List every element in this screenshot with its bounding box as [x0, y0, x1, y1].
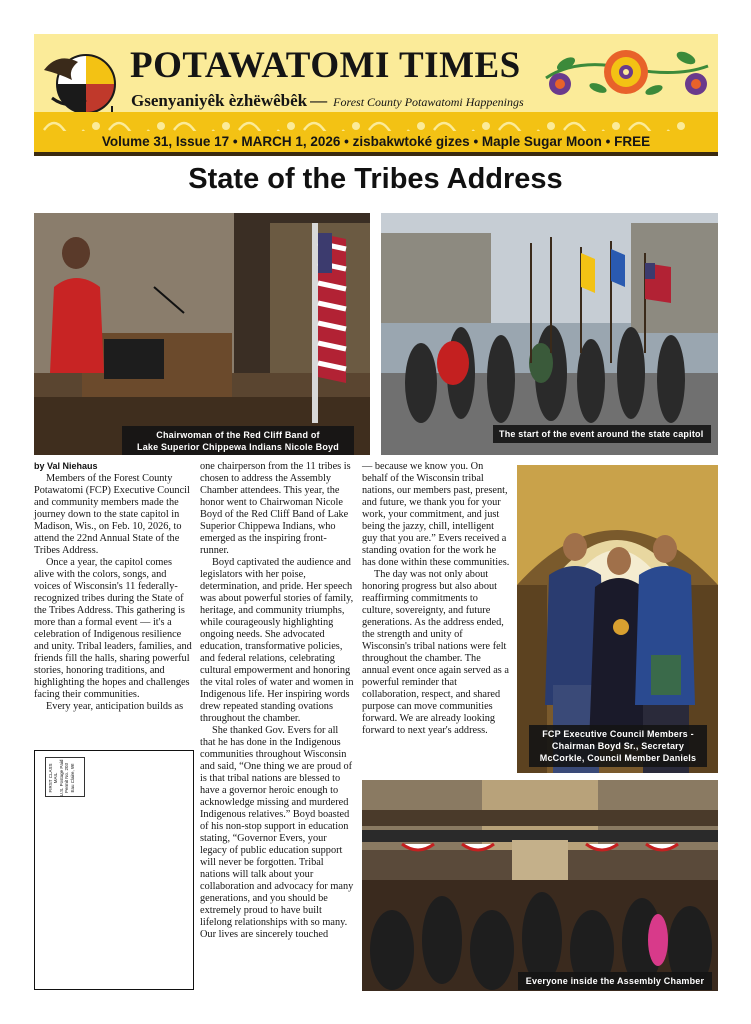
- subtitle-dash: —: [310, 91, 328, 110]
- col1-paragraph-1: Members of the Forest County Potawatomi (FCP) Executive Council and community members made the journey down to the state capitol in Madison, Wis., on Feb. 10, 2026, to attend the 22nd Annual State of the Tribes Address.: [34, 473, 190, 556]
- article-column-1: [34, 473, 194, 713]
- photo1-caption-line2: Lake Superior Chippewa Indians Nicole Boyd: [137, 442, 339, 452]
- issue-info-bar: Volume 31, Issue 17 • MARCH 1, 2026 • zisbakwtoké gizes • Maple Sugar Moon • FREE: [34, 131, 718, 152]
- article-column-2: [200, 461, 355, 941]
- photo2-caption: The start of the event around the state capitol: [493, 425, 711, 443]
- photo-assembly-chamber: [362, 780, 718, 991]
- photo4-caption: Everyone inside the Assembly Chamber: [518, 972, 712, 990]
- col2-paragraph-2: Boyd captivated the audience and legislators with her poise, determination, and pride. Her speech was about powerful stories of family, heritage, and community triumphs, while courageously highlighting ongoing needs. She advocated education, transformative policies, and federal relations, celebrating cultural empowerment and honoring the vital roles of water and women in Indigenous life. Her inspiring words drew repeated standing ovations throughout the chamber.: [200, 557, 354, 724]
- masthead-divider: [34, 152, 718, 156]
- masthead-subtitle: [131, 91, 524, 111]
- postage-indicia: [45, 757, 85, 797]
- article-column-3: [362, 461, 510, 737]
- postage-line-4: Eau Claire, WI: [69, 763, 75, 793]
- photo-chairwoman-speaking: [34, 213, 370, 455]
- postage-line-3: Permit No. 203: [64, 763, 70, 794]
- photo3-caption-line1: FCP Executive Council Members -: [542, 729, 694, 739]
- subtitle-native: Gsenyaniyêk èzhëwêbêk: [131, 91, 308, 110]
- woodland-floral-beadwork-icon: [536, 38, 716, 110]
- article-byline: by Val Niehaus: [34, 461, 98, 471]
- photo3-caption: [529, 725, 707, 767]
- masthead: [34, 34, 718, 156]
- photo-capitol-gathering: [381, 213, 718, 455]
- photo3-caption-line2: Chairman Boyd Sr., Secretary: [551, 741, 685, 751]
- article-headline: State of the Tribes Address: [188, 163, 563, 195]
- chairwoman-at-podium-image: [34, 213, 370, 455]
- assembly-chamber-crowd-image: [362, 780, 718, 991]
- subtitle-tagline: Forest County Potawatomi Happenings: [333, 95, 524, 109]
- postage-line-1: FIRST CLASS MAIL: [48, 763, 59, 793]
- newspaper-title: POTAWATOMI TIMES: [130, 45, 521, 86]
- photo1-caption-line1: Chairwoman of the Red Cliff Band of: [156, 430, 320, 440]
- photo3-caption-line3: McCorkle, Council Member Daniels: [539, 753, 697, 763]
- col2-paragraph-3: She thanked Gov. Evers for all that he has done in the Indigenous communities throughout Wisconsin and said, “One thing we are proud of is that tribal nations are blessed to have a governor heroic enough to acknowledge missing and murdered Indigenous relatives.” Boyd boasted of his non-stop support in education stating, “Governor Evers, your legacy of public education support will never be forgotten. Tribal nations will talk about your collaboration and advocacy for many generations, and you should be extremely proud to have built lifelong relationships with so many. Our lives are sincerely touched: [200, 725, 354, 940]
- col3-paragraph-2: The day was not only about honoring progress but also about reaffirming commitments to culture, sovereignty, and future generations. As the address ended, the strength and unity of Wisconsin's tribal nations were felt throughout the chamber. The annual event once again served as a powerful reminder that collaboration, respect, and shared purpose can move communities forward. We are already looking forward to next year's address.: [362, 569, 509, 736]
- photo1-caption: [122, 426, 354, 455]
- col1-paragraph-3: Every year, anticipation builds as: [46, 701, 184, 712]
- postage-line-2: U.S. Postage Paid: [58, 759, 64, 797]
- mailing-label-box: [34, 750, 194, 990]
- col3-paragraph-1: — because we know you. On behalf of the Wisconsin tribal nations, our members past, present, and future, we thank you for your work, your commitment, and just being the jazzy, chill, intelligent guy that you are.” Evers received a standing ovation for the work he has done within these communities.: [362, 461, 510, 568]
- photo-council-members: [517, 465, 718, 773]
- crowd-outside-capitol-image: [381, 213, 718, 455]
- col1-paragraph-2: Once a year, the capitol comes alive with the colors, songs, and voices of Wisconsin's 11 federally-recognized tribes during the State of the Tribes Address. This gathering is more than a formal event — it's a celebration of Indigenous resilience and unity. Tribal leaders, families, and friends fill the halls, sharing powerful stories, honoring traditions, and highlighting the hopes and challenges facing their communities.: [34, 557, 192, 700]
- col2-paragraph-1: one chairperson from the 11 tribes is chosen to address the Assembly Chamber attendees. This year, the honor went to Chairwoman Nicole Boyd of the Red Cliff Band of Lake Superior Chippewa Indians, who emerged as the inspiring front-runner.: [200, 461, 351, 556]
